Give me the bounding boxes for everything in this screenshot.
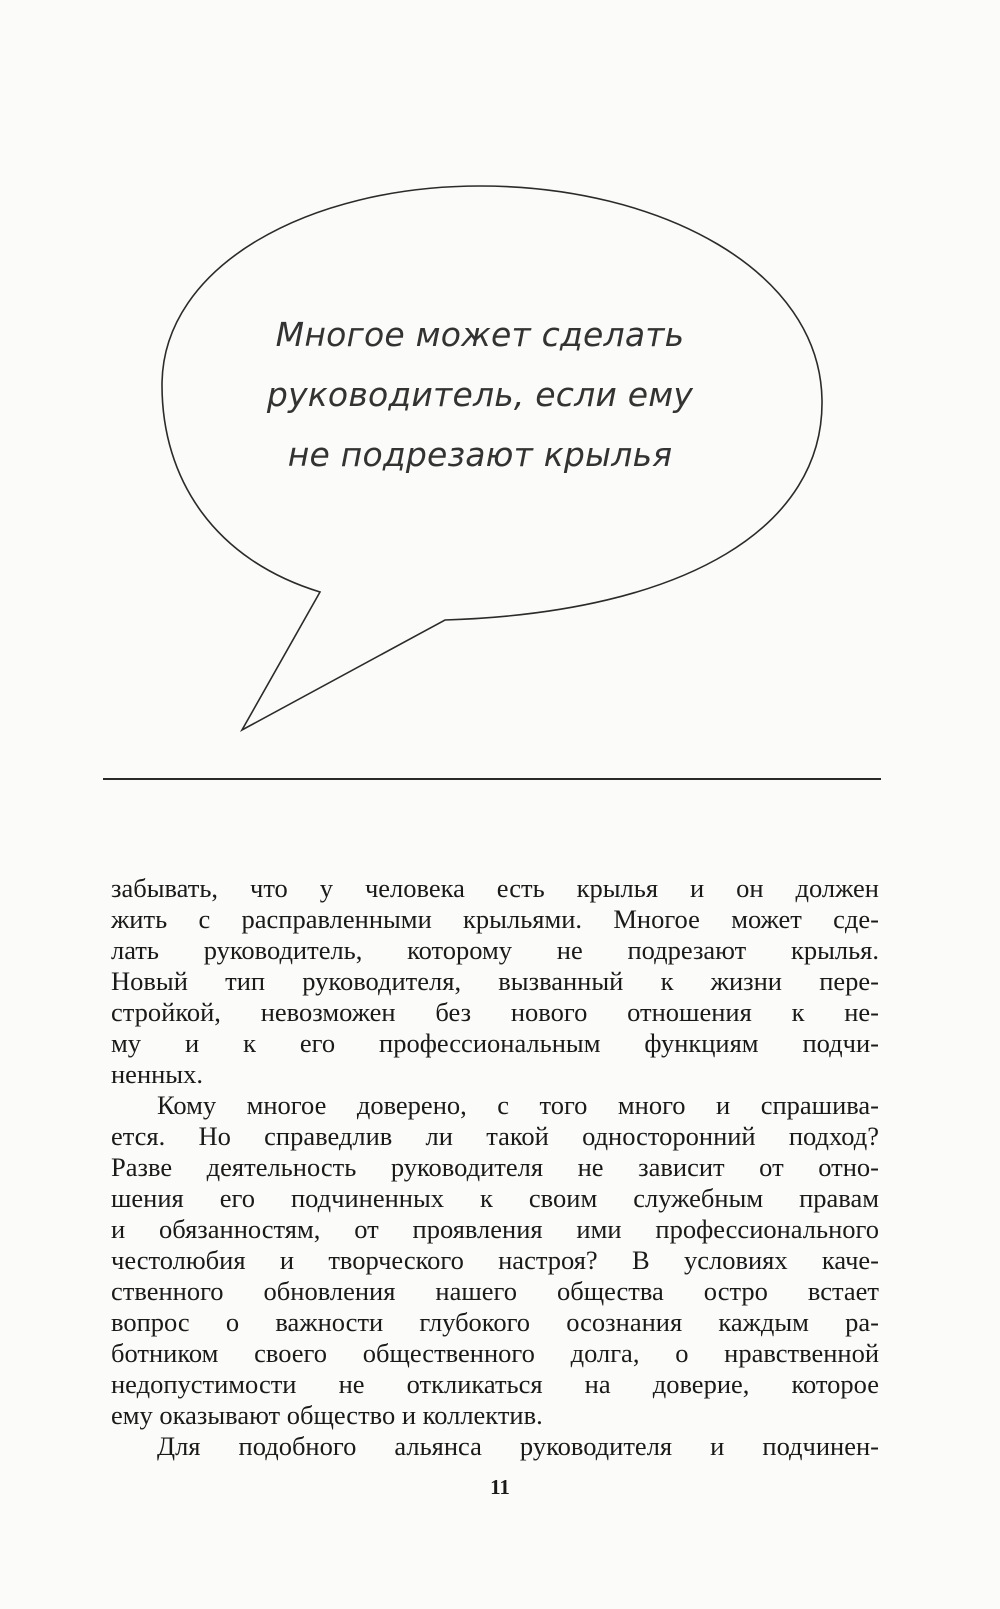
text-line: ется. Но справедлив ли такой односторонний подход? — [111, 1121, 879, 1151]
text-line: Разве деятельность руководителя не зависит от отно- — [111, 1152, 879, 1182]
horizontal-divider — [103, 778, 881, 780]
text-line: му и к его профессиональным функциям подчи- — [111, 1028, 879, 1058]
text-line: и обязанностям, от проявления ими профессионального — [111, 1214, 879, 1244]
quote-line: Многое может сделать — [275, 315, 685, 354]
text-line: шения его подчиненных к своим служебным правам — [111, 1183, 879, 1213]
text-line: жить с расправленными крыльями. Многое может сде- — [111, 904, 879, 934]
text-line: Кому многое доверено, с того много и спрашива- — [157, 1090, 879, 1120]
text-line: честолюбия и творческого настроя? В условиях каче- — [111, 1245, 879, 1275]
text-line: Для подобного альянса руководителя и подчинен- — [157, 1431, 879, 1461]
text-line: ственного обновления нашего общества остро встает — [111, 1276, 879, 1306]
text-line: стройкой, невозможен без нового отношения к не- — [111, 997, 879, 1027]
text-line: вопрос о важности глубокого осознания каждым ра- — [111, 1307, 879, 1337]
page-number: 11 — [490, 1475, 510, 1499]
text-line: ненных. — [111, 1059, 203, 1089]
text-line: ботником своего общественного долга, о нравственной — [111, 1338, 879, 1368]
text-line: Новый тип руководителя, вызванный к жизни пере- — [111, 966, 879, 996]
quote-line: не подрезают крылья — [287, 435, 673, 474]
quote-line: руководитель, если ему — [266, 375, 694, 414]
text-line: недопустимости не откликаться на доверие, которое — [111, 1369, 879, 1399]
text-line: забывать, что у человека есть крылья и он должен — [111, 873, 879, 903]
body-text — [111, 873, 879, 1462]
text-line: лать руководитель, которому не подрезают крылья. — [111, 935, 879, 965]
text-line: ему оказывают общество и коллектив. — [111, 1400, 543, 1430]
speech-bubble-quote — [200, 305, 760, 485]
